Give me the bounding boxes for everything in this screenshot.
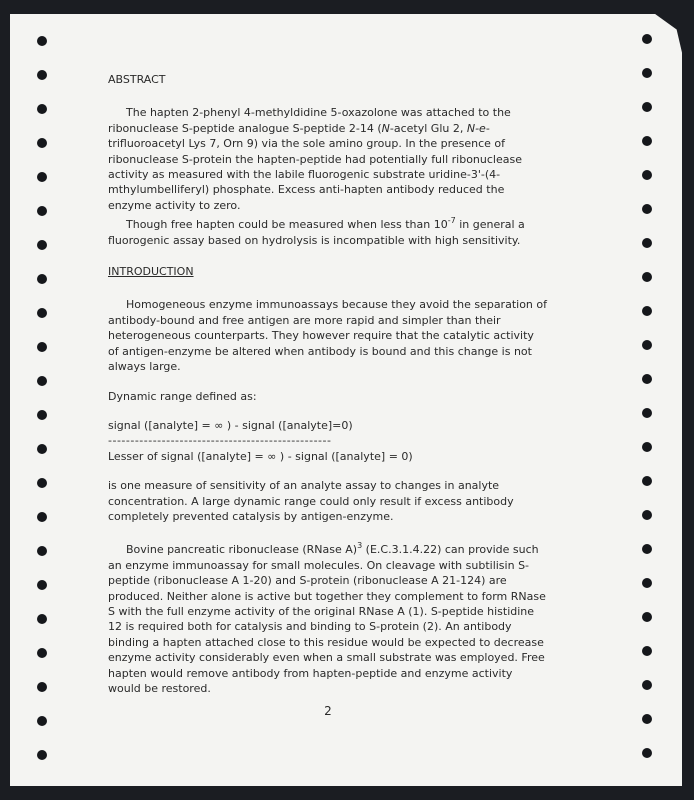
dynamic-range-label: Dynamic range defined as:	[108, 389, 257, 403]
feed-hole	[37, 410, 47, 420]
italic-n: N	[381, 121, 390, 135]
feed-hole	[37, 614, 47, 624]
introduction-paragraph-3	[108, 538, 548, 696]
feed-hole	[642, 136, 652, 146]
feed-hole	[642, 612, 652, 622]
document-body	[108, 72, 548, 696]
feed-hole	[37, 750, 47, 760]
page-number: 2	[324, 704, 332, 718]
feed-hole	[642, 442, 652, 452]
feed-hole	[37, 342, 47, 352]
feed-hole	[642, 238, 652, 248]
feed-hole	[37, 546, 47, 556]
feed-hole	[642, 680, 652, 690]
feed-hole	[37, 172, 47, 182]
introduction-paragraph-1: Homogeneous enzyme immunoassays because they avoid the separation of antibody-bound and free antigen are more rapid and simpler than their heterogeneous counterparts. They however require that the catalytic activity of antigen-enzyme be altered when antibody is bound and this change is not always large.	[108, 298, 547, 374]
feed-hole	[642, 204, 652, 214]
feed-hole	[642, 34, 652, 44]
feed-hole	[37, 580, 47, 590]
intro-text: Bovine pancreatic ribonuclease (RNase A)	[126, 543, 358, 557]
feed-hole	[642, 272, 652, 282]
footnote-ref: 3	[357, 541, 363, 551]
feed-hole	[642, 408, 652, 418]
feed-hole	[642, 340, 652, 350]
feed-hole	[37, 716, 47, 726]
abstract-paragraph-1	[108, 105, 548, 213]
abstract-text: -trifluoroacetyl Lys 7, Orn 9) via the sole amino group. In the presence of ribonuclease S-protein the hapten-peptide had potentially full ribonuclease activity as measured with the labile fluorogenic substrate uridine-3'-(4-mthylumbelliferyl) phosphate. Excess anti-hapten antibody reduced the enzyme activity to zero.	[108, 121, 522, 212]
abstract-paragraph-2	[108, 213, 548, 248]
feed-hole	[37, 512, 47, 522]
abstract-text: -acetyl Glu 2,	[389, 121, 467, 135]
abstract-heading: ABSTRACT	[108, 73, 166, 86]
feed-hole	[642, 544, 652, 554]
feed-hole	[37, 206, 47, 216]
feed-hole	[37, 138, 47, 148]
abstract-text: Though free hapten could be measured when less than 10	[126, 218, 448, 232]
feed-hole	[642, 170, 652, 180]
feed-hole	[37, 240, 47, 250]
feed-hole	[642, 714, 652, 724]
intro-text: (E.C.3.1.4.22) can provide such an enzyme immunoassay for small molecules. On cleavage with subtilisin S-peptide (ribonuclease A 1-20) and S-protein (ribonuclease A 21-124) are produced. Neither alone is active but together they complement to form RNase S with the full enzyme activity of the original RNase A (1). S-peptide histidine 12 is required both for catalysis and binding to S-protein (2). An antibody binding a hapten attached close to this residue would be expected to decrease enzyme activity considerably even when a small substrate was employed. Free hapten would remove antibody from hapten-peptide and enzyme activity would be restored.	[108, 543, 546, 695]
feed-hole	[642, 748, 652, 758]
introduction-heading: INTRODUCTION	[108, 265, 194, 279]
feed-hole	[642, 510, 652, 520]
italic-n-epsilon: N-e	[466, 121, 486, 135]
formula-divider: --------------------------------------------------	[108, 434, 332, 448]
feed-hole	[37, 70, 47, 80]
feed-hole	[642, 102, 652, 112]
feed-hole	[37, 682, 47, 692]
introduction-paragraph-2: is one measure of sensitivity of an analyte assay to changes in analyte concentration. A large dynamic range could only result if excess antibody completely prevented catalysis by antigen-enzyme.	[108, 479, 514, 523]
feed-hole	[37, 104, 47, 114]
feed-hole	[642, 578, 652, 588]
feed-hole	[37, 308, 47, 318]
feed-hole	[37, 648, 47, 658]
feed-hole	[642, 306, 652, 316]
feed-hole	[642, 374, 652, 384]
abstract-text: in general a fluorogenic assay based on hydrolysis is incompatible with high sensitivity.	[108, 218, 525, 247]
feed-hole	[37, 36, 47, 46]
exponent: -7	[447, 216, 456, 226]
formula-denominator: Lesser of signal ([analyte] = ∞ ) - signal ([analyte] = 0)	[108, 449, 413, 463]
feed-hole	[37, 444, 47, 454]
formula-numerator: signal ([analyte] = ∞ ) - signal ([analyte]=0)	[108, 418, 353, 432]
feed-hole	[37, 478, 47, 488]
feed-hole	[37, 274, 47, 284]
feed-hole	[37, 376, 47, 386]
feed-hole	[642, 68, 652, 78]
feed-hole	[642, 476, 652, 486]
abstract-text: The hapten 2-phenyl 4-methyldidine 5-oxazolone was attached to the ribonuclease S-peptide analogue S-peptide 2-14 (	[108, 106, 511, 135]
feed-hole	[642, 646, 652, 656]
